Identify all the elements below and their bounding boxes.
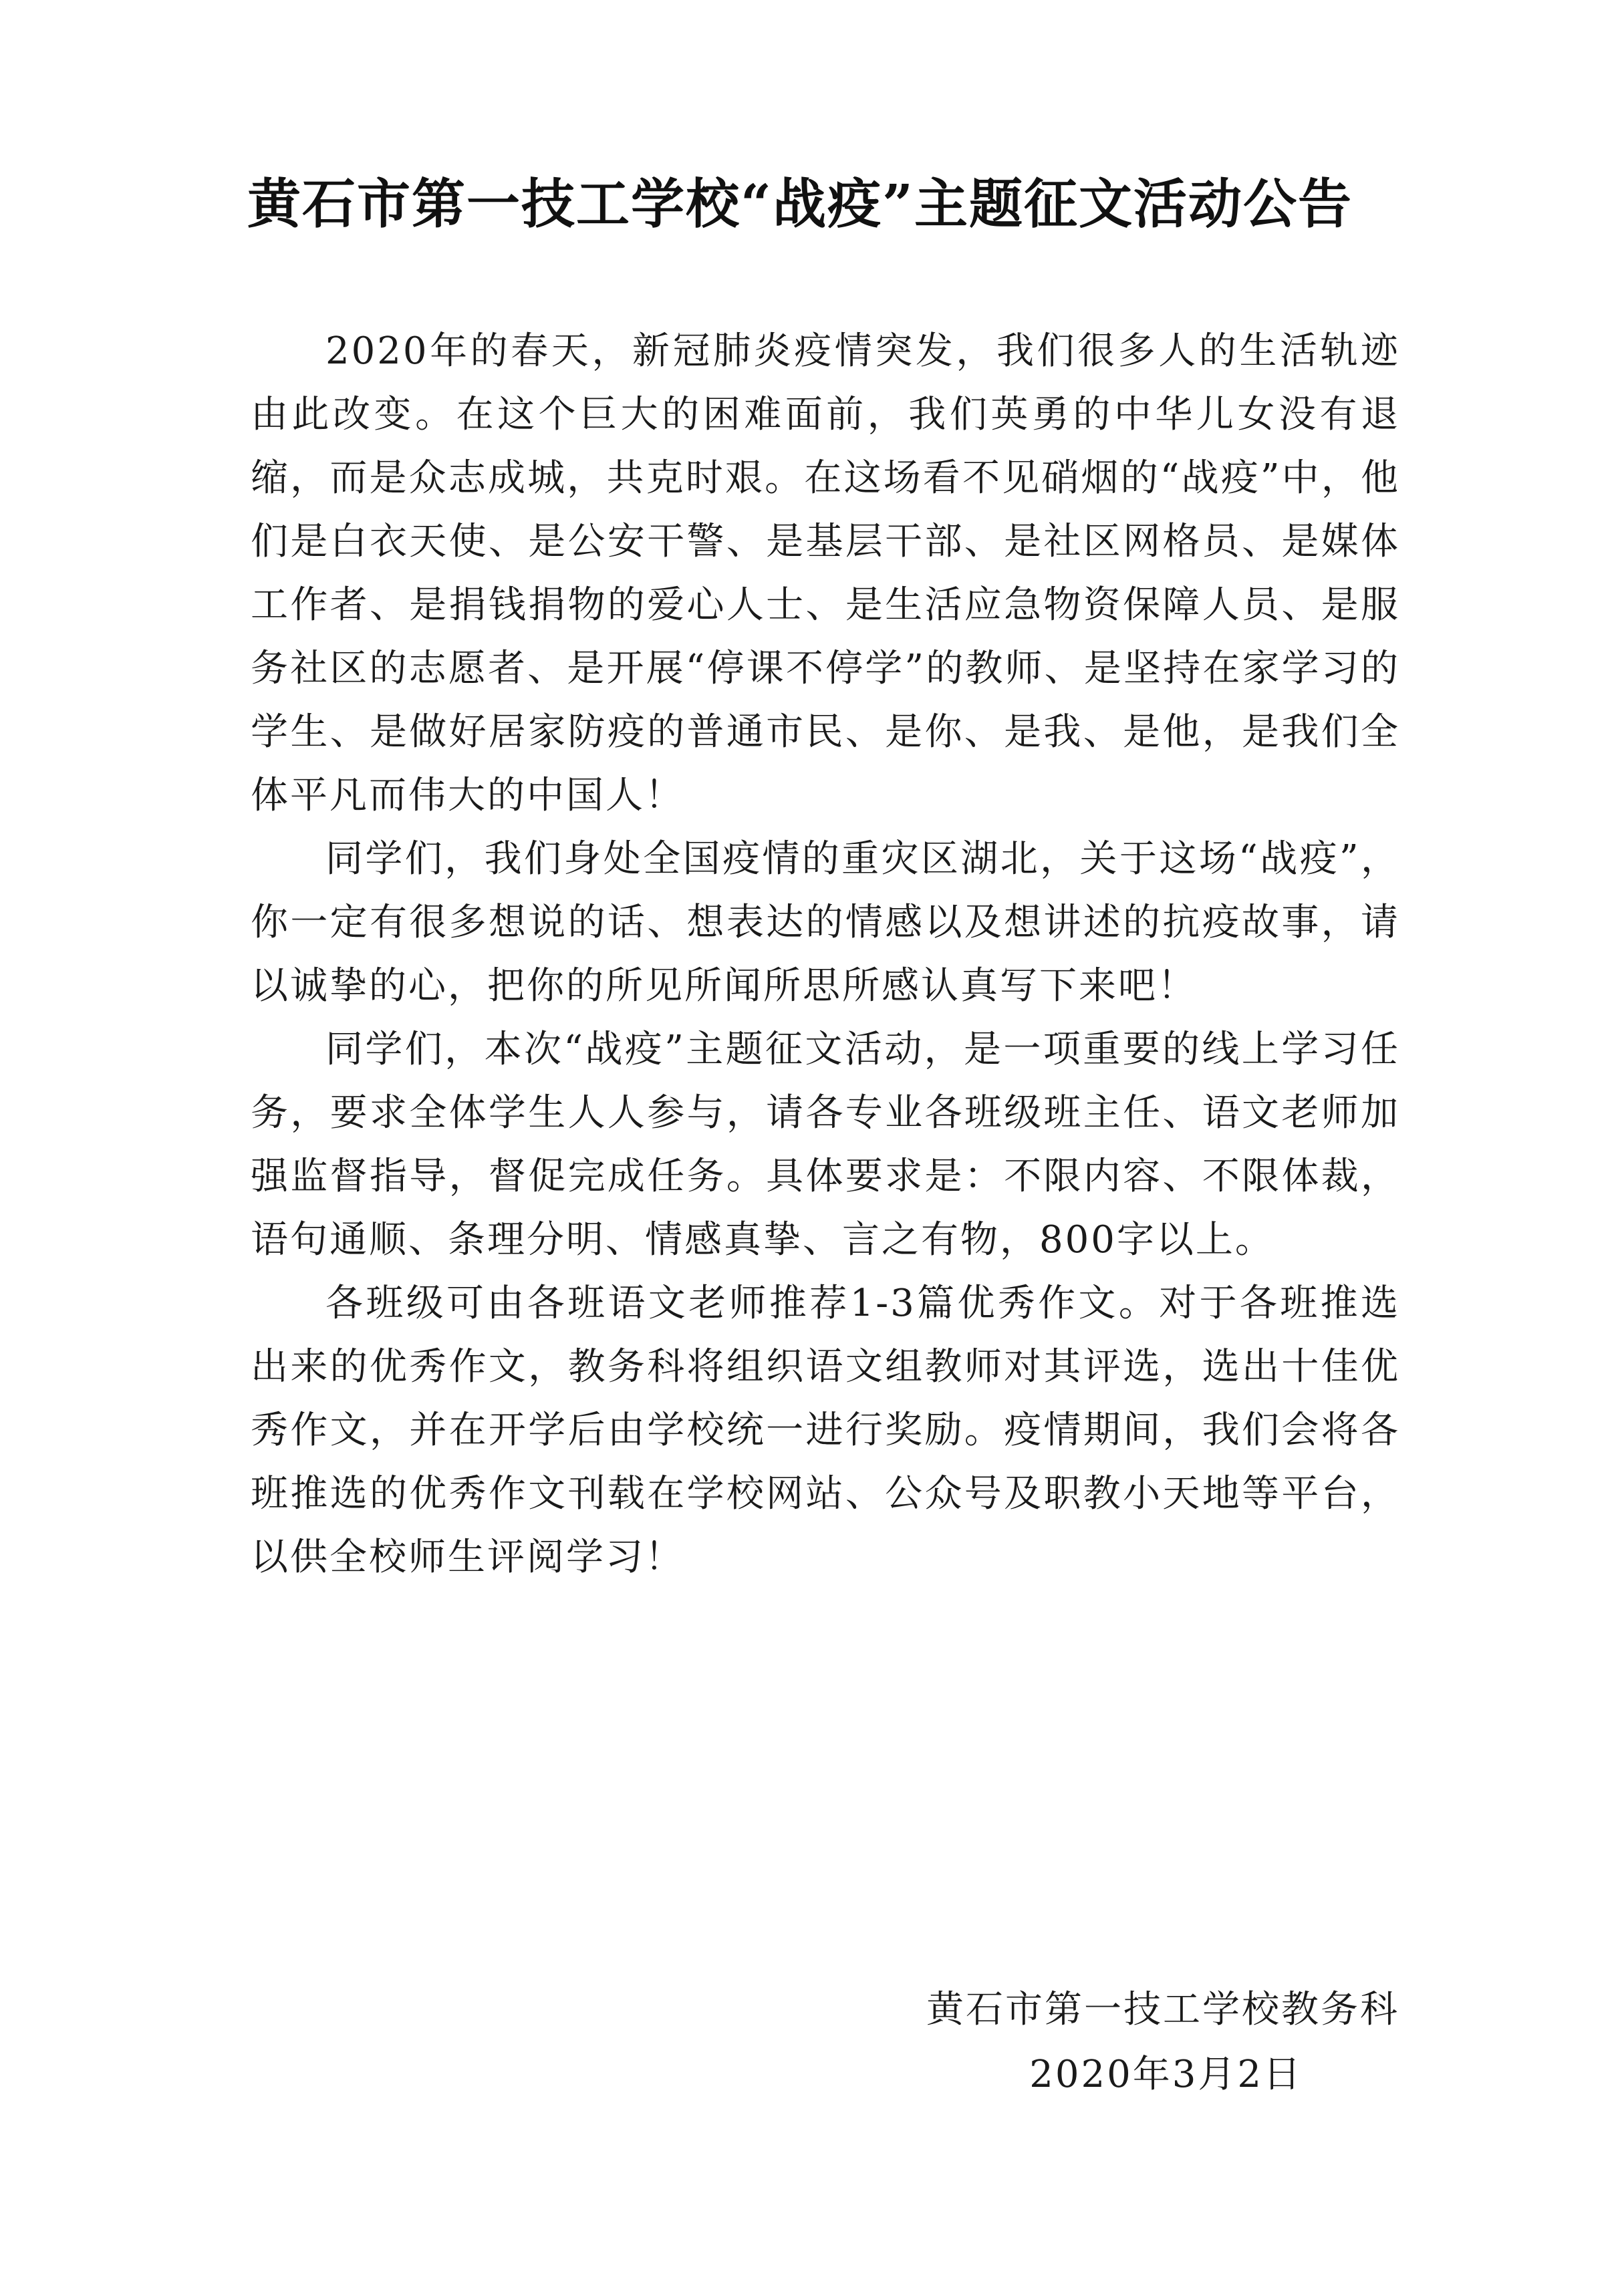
document-body <box>251 319 1400 1589</box>
signature-organization: 黄石市第一技工学校教务科 <box>926 1988 1399 2031</box>
document-title: 黄石市第一技工学校“战疫”主题征文活动公告 <box>247 172 1353 235</box>
paragraph-1: 2020年的春天，新冠肺炎疫情突发，我们很多人的生活轨迹由此改变。在这个巨大的困难面前，我们英勇的中华儿女没有退缩，而是众志成城，共克时艰。在这场看不见硝烟的“战疫”中，他们是白衣天使、是公安干警、是基层干部、是社区网格员、是媒体工作者、是捐钱捐物的爱心人士、是生活应急物资保障人员、是服务社区的志愿者、是开展“停课不停学”的教师、是坚持在家学习的学生、是做好居家防疫的普通市民、是你、是我、是他，是我们全体平凡而伟大的中国人！ <box>251 329 1400 817</box>
paragraph-2: 同学们，我们身处全国疫情的重灾区湖北，关于这场“战疫”，你一定有很多想说的话、想表达的情感以及想讲述的抗疫故事，请以诚挚的心，把你的所见所闻所思所感认真写下来吧！ <box>251 837 1400 1008</box>
paragraph-3: 同学们，本次“战疫”主题征文活动，是一项重要的线上学习任务，要求全体学生人人参与，请各专业各班级班主任、语文老师加强监督指导，督促完成任务。具体要求是：不限内容、不限体裁，语句通顺、条理分明、情感真挚、言之有物，800字以上。 <box>251 1028 1400 1262</box>
paragraph-4: 各班级可由各班语文老师推荐1-3篇优秀作文。对于各班推选出来的优秀作文，教务科将组织语文组教师对其评选，选出十佳优秀作文，并在开学后由学校统一进行奖励。疫情期间，我们会将各班推选的优秀作文刊载在学校网站、公众号及职教小天地等平台，以供全校师生评阅学习！ <box>251 1282 1400 1579</box>
signature-date: 2020年3月2日 <box>1029 2053 1303 2096</box>
